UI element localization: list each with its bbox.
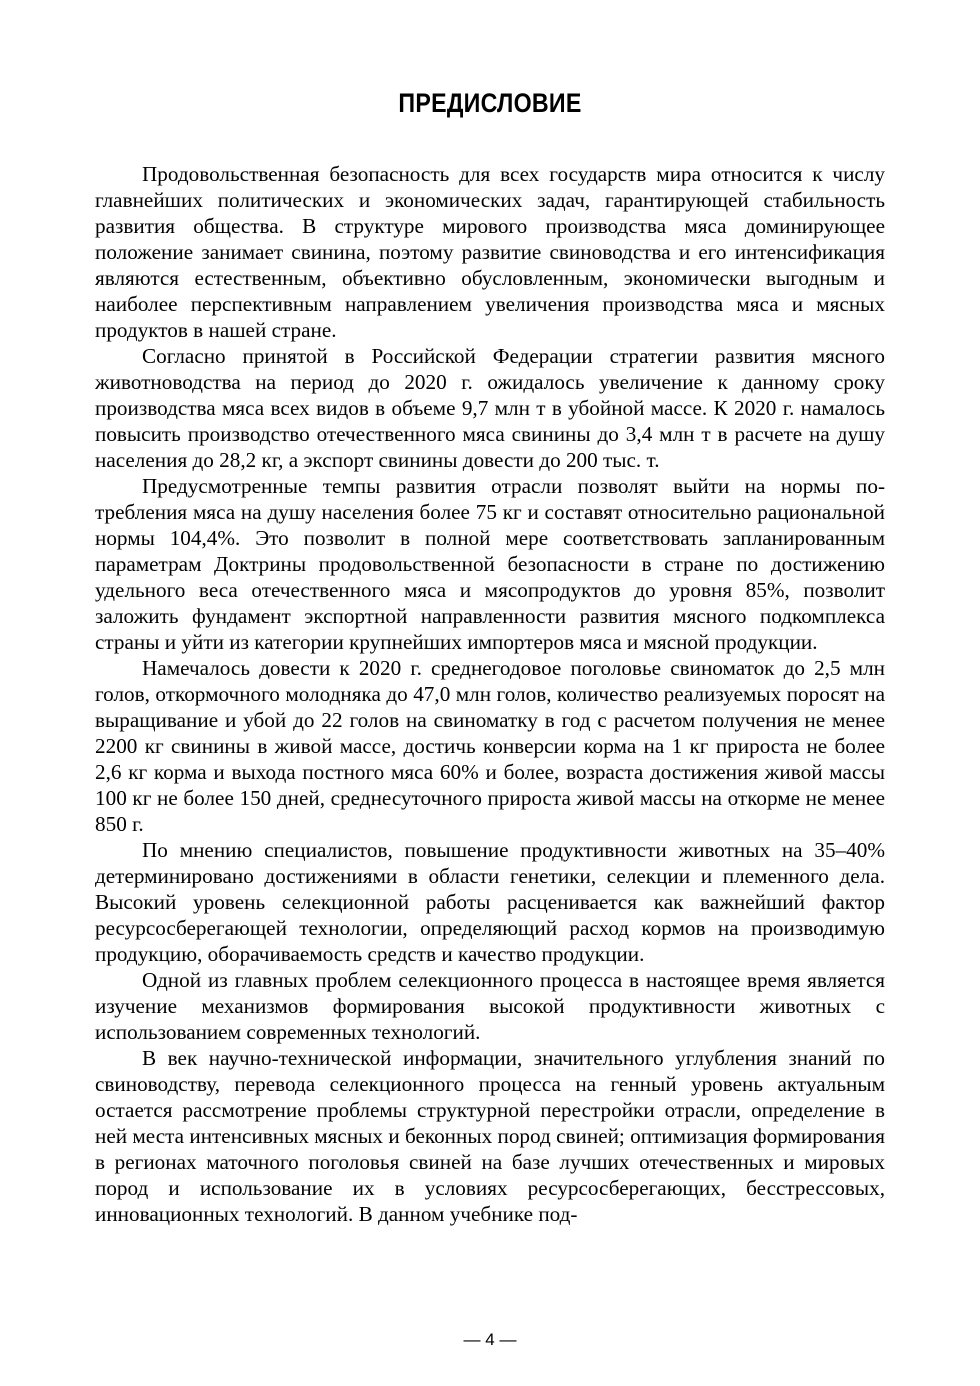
page-number: — 4 — — [463, 1330, 517, 1349]
paragraph-1: Продовольственная безопасность для всех государств мира относится к числу главнейших политических и экономических задач, гарантирующей стабильность развития общества. В структуре мирового производства мяса доминирующее положение занимает свинина, поэтому развитие свиноводства и его интенсификация являются естественным, объективно обусловленным, экономически выгодным и наиболее перспективным направлением увеличения производства мяса и мясных продуктов в нашей стране. — [95, 162, 885, 342]
paragraph-6: Одной из главных проблем селекционного процесса в настоящее время является изучение механизмов формирования высокой продуктивности животных с использованием современных технологий. — [95, 968, 885, 1044]
page-title: ПРЕДИСЛОВИЕ — [398, 88, 582, 118]
document-page — [95, 88, 885, 1227]
paragraph-5: По мнению специалистов, повышение продуктивности животных на 35–40% детерминировано достижениями в области генетики, селекции и племенного дела. Высокий уровень селекционной работы расценивается как важнейший фактор ресурсосберегающей технологии, определяющий расход кормов на производимую продукцию, оборачиваемость средств и качество продукции. — [95, 838, 885, 966]
paragraph-4: Намечалось довести к 2020 г. среднегодовое поголовье свиноматок до 2,5 млн голов, откормочного молодняка до 47,0 млн голов, количество реализуемых поросят на выращивание и убой до 22 голов на свиноматку в год с расчетом получения не менее 2200 кг свинины в живой массе, достичь конверсии корма на 1 кг прироста не более 2,6 кг корма и выхода постного мяса 60% и более, возраста достижения живой массы 100 кг не более 150 дней, среднесуточного прироста живой массы на откорме не менее 850 г. — [95, 656, 885, 836]
paragraph-2: Согласно принятой в Российской Федерации стратегии развития мясного животноводства на период до 2020 г. ожидалось увеличение к данному сроку производства мяса всех видов в объеме 9,7 млн т в убойной массе. К 2020 г. намалось повысить производство отечественного мяса свинины до 3,4 млн т в расчете на душу населения до 28,2 кг, а экспорт свинины довести до 200 тыс. т. — [95, 344, 885, 472]
paragraph-7: В век научно-технической информации, значительного углубления знаний по свиноводству, перевода селекционного процесса на генный уровень актуальным остается рассмотрение проблемы структурной перестройки отрасли, определение в ней места интенсивных мясных и беконных пород свиней; оптимизация формирования в регионах маточного поголовья свиней на базе лучших отечественных и мировых пород и использование их в условиях ресурсосберегающих, бесстрессовых, инновационных технологий. В данном учебнике под- — [95, 1046, 885, 1226]
paragraph-3: Предусмотренные темпы развития отрасли позволят выйти на нормы потребления мяса на душу населения более 75 кг и составят относительно рациональной нормы 104,4%. Это позволит в полной мере соответствовать запланированным параметрам Доктрины продовольственной безопасности в стране по достижению удельного веса отечественного мяса и мясопродуктов до уровня 85%, позволит заложить фундамент экспортной направленности развития мясного подкомплекса страны и уйти из категории крупнейших импортеров мяса и мясной продукции. — [95, 474, 885, 654]
